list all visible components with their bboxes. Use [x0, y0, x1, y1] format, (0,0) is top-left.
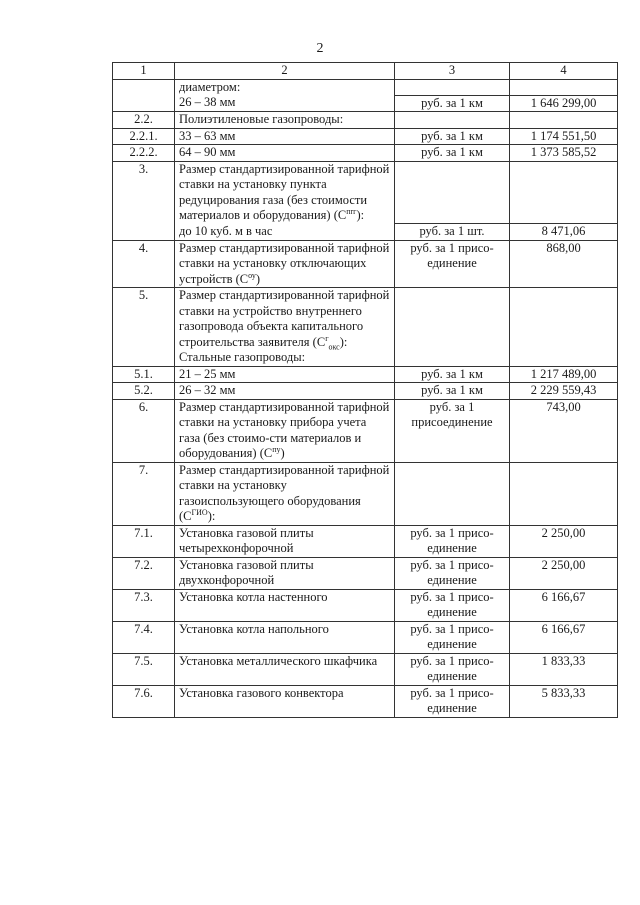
row-value: 2 250,00: [510, 525, 618, 557]
formula-superscript: ГИО: [191, 507, 208, 517]
row-unit: руб. за 1 присоединение: [395, 399, 510, 462]
row-unit: руб. за 1 присо-единение: [395, 653, 510, 685]
row-description: Установка котла настенного: [175, 589, 395, 621]
row-unit: руб. за 1 присо-единение: [395, 240, 510, 288]
row-value: 6 166,67: [510, 589, 618, 621]
row-value: 2 229 559,43: [510, 383, 618, 400]
row-unit: руб. за 1 шт.: [395, 224, 510, 241]
row-number: 7.3.: [113, 589, 175, 621]
table-row: [113, 95, 618, 112]
table-row: [113, 589, 618, 621]
row-number: 7.2.: [113, 557, 175, 589]
row-unit: [395, 462, 510, 525]
row-unit: руб. за 1 км: [395, 145, 510, 162]
table-header-row: [113, 63, 618, 80]
row-number: 2.2.2.: [113, 145, 175, 162]
table-row: [113, 653, 618, 685]
row-number: 5.2.: [113, 383, 175, 400]
row-number: [113, 95, 175, 112]
row-description: 26 – 38 мм: [175, 95, 395, 112]
row-unit: [395, 350, 510, 366]
row-description-text: Размер стандартизированной тарифной ставки на установку пункта редуцирования газа (без стоимости материалов и оборудования) (С: [179, 161, 390, 222]
row-value: [510, 288, 618, 351]
row-description-tail: ): [255, 271, 261, 286]
table-row: [113, 224, 618, 241]
row-value: 1 833,33: [510, 653, 618, 685]
row-number: 6.: [113, 399, 175, 462]
page-number: 2: [316, 41, 324, 56]
row-description: 26 – 32 мм: [175, 383, 395, 400]
row-number: [113, 224, 175, 241]
row-value: 5 833,33: [510, 685, 618, 717]
row-description: 21 – 25 мм: [175, 366, 395, 383]
row-number: [113, 350, 175, 366]
row-value: 1 373 585,52: [510, 145, 618, 162]
row-description: Установка металлического шкафчика: [175, 653, 395, 685]
row-unit: руб. за 1 присо-единение: [395, 685, 510, 717]
row-value: 2 250,00: [510, 557, 618, 589]
row-number: 7.4.: [113, 621, 175, 653]
row-description: Полиэтиленовые газопроводы:: [175, 112, 395, 129]
table-row: [113, 112, 618, 129]
formula-superscript: оу: [248, 270, 256, 280]
table-row: [113, 685, 618, 717]
row-description: Установка газового конвектора: [175, 685, 395, 717]
table-row: [113, 557, 618, 589]
row-unit: [395, 112, 510, 129]
row-value: [510, 79, 618, 95]
table-row: [113, 462, 618, 525]
row-unit: руб. за 1 присо-единение: [395, 525, 510, 557]
row-description-tail: ):: [356, 208, 365, 222]
formula-superscript: пrг: [346, 206, 357, 216]
table-row: [113, 525, 618, 557]
formula-subscript: окс: [328, 342, 340, 351]
table-row: [113, 128, 618, 145]
row-description: [175, 240, 395, 288]
row-description: [175, 462, 395, 525]
row-description: Установка котла напольного: [175, 621, 395, 653]
row-unit: руб. за 1 км: [395, 95, 510, 112]
row-description: 33 – 63 мм: [175, 128, 395, 145]
row-number: 3.: [113, 161, 175, 224]
table-row: [113, 366, 618, 383]
row-value: 6 166,67: [510, 621, 618, 653]
table-row: [113, 240, 618, 288]
table-row: [113, 288, 618, 351]
row-number: 5.: [113, 288, 175, 351]
table-row: [113, 145, 618, 162]
row-description: Установка газовой плиты четырехконфорочной: [175, 525, 395, 557]
row-value: 1 217 489,00: [510, 366, 618, 383]
row-unit: [395, 161, 510, 224]
table-row: [113, 621, 618, 653]
row-description: [175, 161, 395, 224]
table-row: [113, 350, 618, 366]
row-description-tail: ): [280, 446, 285, 460]
row-unit: руб. за 1 присо-единение: [395, 621, 510, 653]
row-unit: руб. за 1 км: [395, 366, 510, 383]
row-number: 2.2.: [113, 112, 175, 129]
row-description: [175, 399, 395, 462]
table-row: [113, 161, 618, 224]
row-number: [113, 79, 175, 95]
row-number: 2.2.1.: [113, 128, 175, 145]
row-unit: руб. за 1 присо-единение: [395, 589, 510, 621]
row-value: 8 471,06: [510, 224, 618, 241]
header-cell: 2: [175, 63, 395, 80]
header-cell: 4: [510, 63, 618, 80]
table-row: [113, 399, 618, 462]
row-description-tail: ):: [207, 509, 216, 523]
formula-superscript: г: [325, 333, 329, 343]
table-row: [113, 79, 618, 95]
row-number: 7.: [113, 462, 175, 525]
header-cell: 3: [395, 63, 510, 80]
row-value: [510, 462, 618, 525]
row-unit: руб. за 1 присо-единение: [395, 557, 510, 589]
row-description-text: Размер стандартизированной тарифной ставки на установку отключающих устройств (С: [179, 240, 390, 286]
row-description: Стальные газопроводы:: [175, 350, 395, 366]
table-row: [113, 383, 618, 400]
row-description: до 10 куб. м в час: [175, 224, 395, 241]
row-description: [175, 288, 395, 351]
row-number: 7.6.: [113, 685, 175, 717]
header-cell: 1: [113, 63, 175, 80]
row-value: [510, 350, 618, 366]
row-description-text: Размер стандартизированной тарифной ставки на установку газоиспользующего оборудования (С: [179, 462, 390, 523]
row-unit: [395, 288, 510, 351]
row-value: 743,00: [510, 399, 618, 462]
row-description: 64 – 90 мм: [175, 145, 395, 162]
row-description-text: Размер стандартизированной тарифной ставки на установку прибора учета газа (без стоимо-сти материалов и оборудования) (С: [179, 399, 390, 460]
row-value: 1 646 299,00: [510, 95, 618, 112]
row-description-text: Размер стандартизированной тарифной ставки на устройство внутреннего газопровода объекта капитального строительства заявителя (С: [179, 288, 390, 349]
row-value: [510, 112, 618, 129]
row-description-tail: ):: [339, 334, 348, 349]
tariff-table: [112, 62, 618, 718]
row-value: 868,00: [510, 240, 618, 288]
row-description: Установка газовой плиты двухконфорочной: [175, 557, 395, 589]
row-unit: [395, 79, 510, 95]
row-number: 7.5.: [113, 653, 175, 685]
row-number: 4.: [113, 240, 175, 288]
row-unit: руб. за 1 км: [395, 128, 510, 145]
row-number: 5.1.: [113, 366, 175, 383]
formula-superscript: пу: [272, 444, 281, 454]
row-value: 1 174 551,50: [510, 128, 618, 145]
row-value: [510, 161, 618, 224]
row-number: 7.1.: [113, 525, 175, 557]
row-description: диаметром:: [175, 79, 395, 95]
row-unit: руб. за 1 км: [395, 383, 510, 400]
